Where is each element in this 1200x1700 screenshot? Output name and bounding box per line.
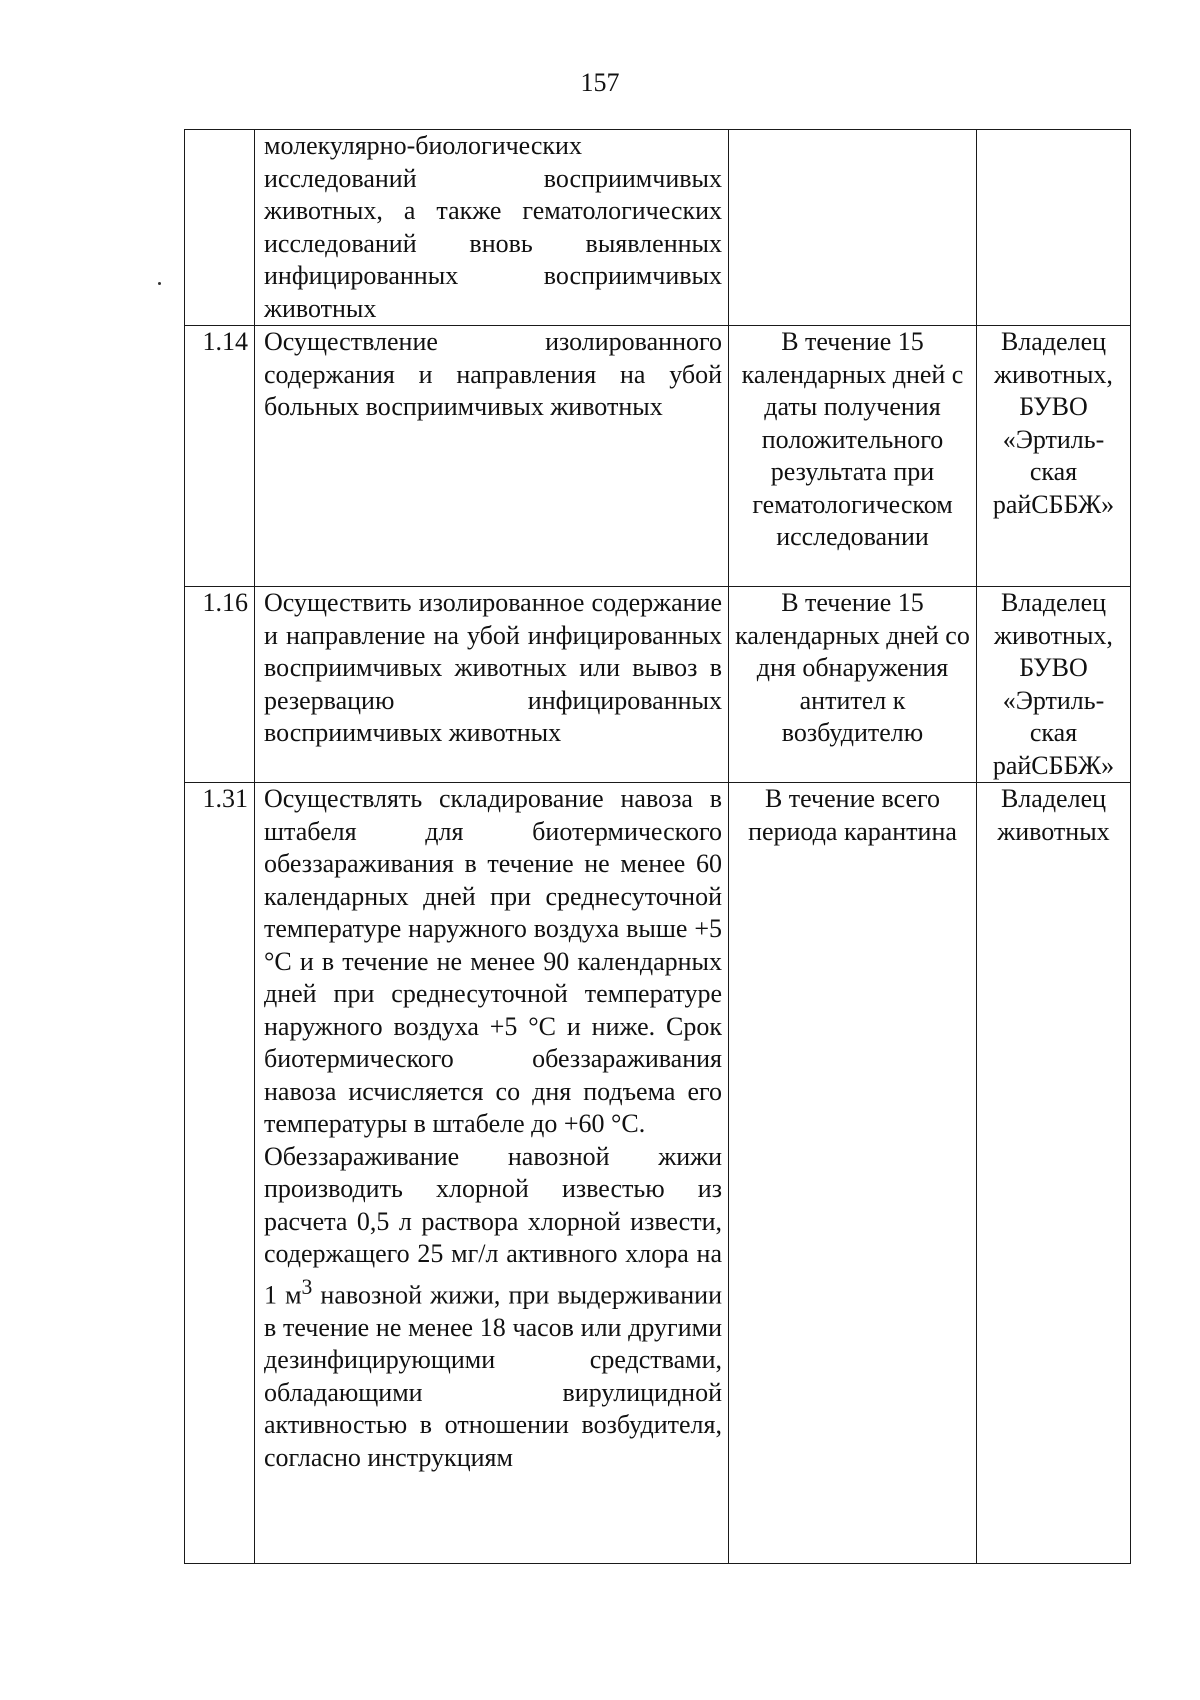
row-number: 1.14 [185, 326, 255, 587]
table-row [185, 587, 1131, 783]
row-description: Осуществлять складирование навоза в штабеля для биотермического обеззараживания в течение не менее 60 календарных дней при среднесуточной температуре наружного воздуха выше +5 °С и в течение не менее 90 календарных дней при среднесуточной температуре наружного воздуха +5 °С и ниже. Срок биотермического обеззараживания навоза исчисляется со дня подъема его температуры в штабеле до +60 °С. [264, 784, 722, 1138]
table-row [185, 783, 1131, 1564]
row-term: В течение всего периода карантина [729, 783, 977, 1564]
row-responsible: Владелец животных, БУВО «Эртиль-ская райСББЖ» [977, 326, 1131, 587]
row-number [185, 130, 255, 326]
row-term: В течение 15 календарных дней со дня обнаружения антител к возбудителю [729, 587, 977, 783]
table-row [185, 130, 1131, 326]
page-number: 157 [580, 68, 620, 97]
row-description: молекулярно-биологических исследований восприимчивых животных, а также гематологических исследований вновь выявленных инфицированных восприимчивых животных [255, 130, 729, 326]
row-responsible [977, 130, 1131, 326]
row-term: В течение 15 календарных дней с даты получения положительного результата при гематологическом исследовании [729, 326, 977, 587]
row-responsible: Владелец животных [977, 783, 1131, 1564]
row-description: Осуществление изолированного содержания и направления на убой больных восприимчивых животных [255, 326, 729, 587]
description-text-after-superscript: навозной жижи, при выдерживании в течение не менее 18 часов или другими дезинфицирующими средствами, обладающими вирулицидной активностью в отношении возбудителя, согласно инструкциям [264, 1280, 723, 1472]
row-term [729, 130, 977, 326]
row-responsible: Владелец животных, БУВО «Эртиль-ская райСББЖ» [977, 587, 1131, 783]
table-row [185, 326, 1131, 587]
row-description-cell [255, 783, 729, 1564]
row-description-continued [264, 1141, 722, 1475]
cubic-superscript: 3 [301, 1274, 313, 1299]
scan-artifact-dot [158, 282, 161, 285]
measures-table [184, 129, 1131, 1564]
row-number: 1.31 [185, 783, 255, 1564]
description-text-before-superscript: Обеззараживание навозной жижи производить хлорной известью из расчета 0,5 л раствора хлорной извести, содержащего 25 мг/л активного хлора на 1 м [264, 1141, 722, 1310]
row-number: 1.16 [185, 587, 255, 783]
row-description: Осуществить изолированное содержание и направление на убой инфицированных восприимчивых животных или вывоз в резервацию инфицированных восприимчивых животных [255, 587, 729, 783]
